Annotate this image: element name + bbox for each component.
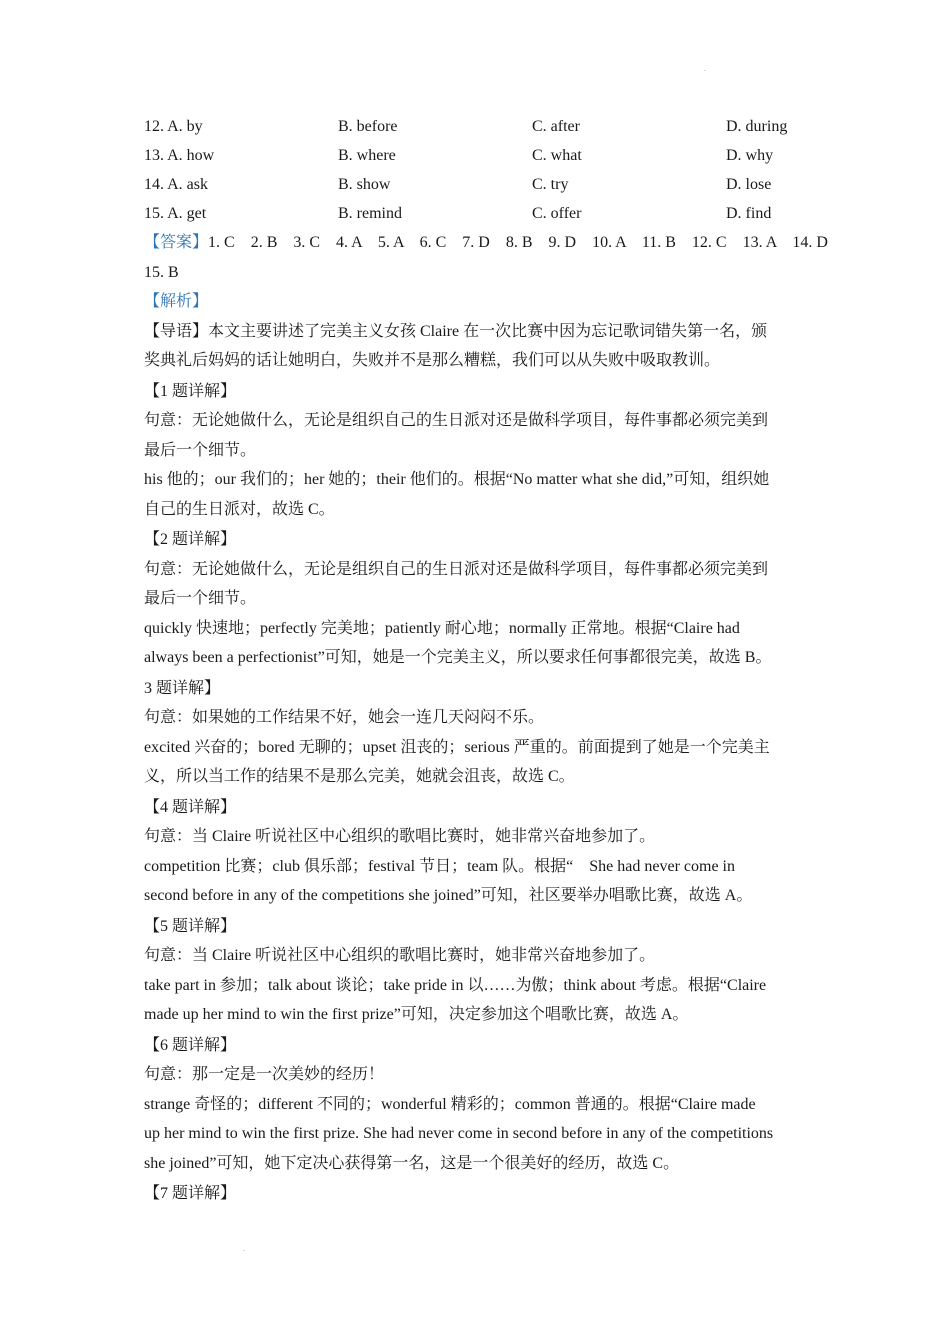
options-block: [144, 112, 814, 228]
answer-values: 1. C 2. B 3. C 4. A 5. A 6. C 7. D 8. B 9. D 10. A 11. B 12. C 13. A 14. D: [208, 234, 828, 251]
option-cell: B. where: [338, 147, 396, 164]
option-row: [144, 199, 814, 228]
explanation-section: [144, 674, 814, 792]
section-line: 最后一个细节。: [144, 441, 257, 459]
section-line: 句意：无论她做什么，无论是组织自己的生日派对还是做科学项目，每件事都必须完美到: [144, 560, 769, 578]
option-cell: D. lose: [726, 176, 772, 193]
section-line: 义，所以当工作的结果不是那么完美，她就会沮丧，故选 C。: [144, 768, 575, 785]
option-cell: B. show: [338, 176, 391, 193]
explanation-section: [144, 793, 814, 911]
option-row: [144, 141, 814, 170]
section-line: 句意：当 Claire 听说社区中心组织的歌唱比赛时，她非常兴奋地参加了。: [144, 947, 656, 964]
answer-line: [144, 228, 828, 258]
option-cell: B. before: [338, 118, 398, 135]
section-title: 【7 题详解】: [144, 1185, 237, 1202]
section-line: she joined”可知，她下定决心获得第一名，这是一个很美好的经历，故选 C。: [144, 1154, 680, 1172]
section-line: made up her mind to win the first prize”可知，决定参加这个唱歌比赛，故选 A。: [144, 1006, 689, 1023]
option-cell: 14. A. ask: [144, 176, 208, 193]
section-line: 句意：无论她做什么，无论是组织自己的生日派对还是做科学项目，每件事都必须完美到: [144, 412, 769, 429]
section-title: 【6 题详解】: [144, 1036, 237, 1054]
section-line: 句意：当 Claire 听说社区中心组织的歌唱比赛时，她非常兴奋地参加了。: [144, 828, 656, 845]
section-line: 最后一个细节。: [144, 590, 257, 607]
section-title: 【5 题详解】: [144, 917, 237, 935]
intro-line-2: 奖典礼后妈妈的话让她明白，失败并不是那么糟糕，我们可以从失败中吸取教训。: [144, 352, 721, 369]
section-line: 句意：如果她的工作结果不好，她会一连几天闷闷不乐。: [144, 709, 545, 726]
page-mark-bottom: .: [243, 1244, 245, 1253]
section-title: 【1 题详解】: [144, 382, 237, 400]
section-line: strange 奇怪的；different 不同的；wonderful 精彩的；common 普通的。根据“Claire made: [144, 1095, 756, 1113]
section-line: second before in any of the competitions she joined”可知，社区要举办唱歌比赛，故选 A。: [144, 887, 753, 904]
explanation-sections: [144, 377, 814, 1209]
explanation-section: [144, 525, 814, 673]
option-cell: 12. A. by: [144, 118, 203, 135]
intro-line-1: 【导语】本文主要讲述了完美主义女孩 Claire 在一次比赛中因为忘记歌词错失第一名，颁: [144, 322, 768, 340]
section-line: up her mind to win the first prize. She had never come in second before in any of the competitions: [144, 1125, 774, 1142]
answer-label: 【答案】: [144, 234, 209, 251]
section-title: 3 题详解】: [144, 679, 221, 697]
option-cell: 15. A. get: [144, 205, 207, 222]
explanation-section: [144, 912, 814, 1030]
option-cell: C. try: [532, 176, 569, 193]
option-cell: 13. A. how: [144, 147, 215, 164]
explanation-section: [144, 377, 814, 525]
option-row: [144, 170, 814, 199]
section-line: 自己的生日派对，故选 C。: [144, 500, 335, 518]
option-cell: B. remind: [338, 205, 402, 222]
section-title: 【4 题详解】: [144, 798, 237, 816]
option-cell: C. offer: [532, 205, 582, 222]
option-cell: D. why: [726, 147, 774, 164]
option-cell: D. find: [726, 205, 772, 222]
option-cell: C. what: [532, 147, 582, 164]
explanation-section: [144, 1031, 814, 1179]
option-cell: D. during: [726, 118, 788, 135]
answer-line-2: 15. B: [144, 263, 179, 281]
section-title: 【2 题详解】: [144, 531, 237, 548]
section-line: always been a perfectionist”可知，她是一个完美主义，所以要求任何事都很完美，故选 B。: [144, 649, 772, 666]
section-line: competition 比赛；club 俱乐部；festival 节日；team 队。根据“ She had never come in: [144, 857, 735, 875]
explanation-section: [144, 1179, 814, 1209]
option-cell: C. after: [532, 118, 580, 135]
section-line: take part in 参加；talk about 谈论；take pride in 以……为傲；think about 考虑。根据“Claire: [144, 976, 767, 994]
option-row: [144, 112, 814, 141]
section-line: his 他的；our 我们的；her 她的；their 他们的。根据“No matter what she did,”可知，组织她: [144, 471, 770, 488]
section-line: quickly 快速地；perfectly 完美地；patiently 耐心地；normally 正常地。根据“Claire had: [144, 619, 740, 637]
section-line: 句意：那一定是一次美妙的经历！: [144, 1066, 385, 1083]
document-page: [144, 112, 828, 1209]
section-line: excited 兴奋的；bored 无聊的；upset 沮丧的；serious 严重的。前面提到了她是一个完美主: [144, 738, 770, 756]
analysis-label: 【解析】: [144, 293, 209, 310]
page-mark-top: .: [704, 64, 706, 73]
